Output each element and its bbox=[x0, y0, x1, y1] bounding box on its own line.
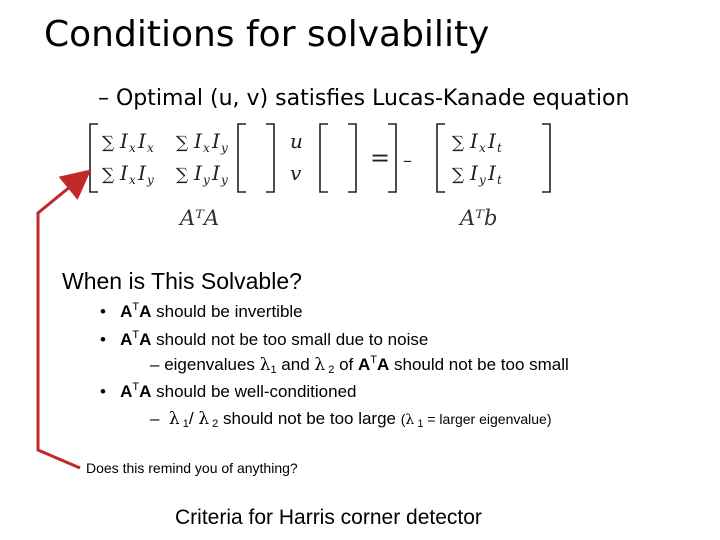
question-note: Does this remind you of anything? bbox=[86, 460, 298, 476]
list-item bbox=[100, 302, 303, 322]
matrix-A: A bbox=[139, 302, 152, 321]
subscript-t: t bbox=[497, 173, 502, 187]
matrix-A: A bbox=[120, 330, 133, 349]
criteria-caption: Criteria for Harris corner detector bbox=[175, 506, 482, 529]
subscript-2: 2 bbox=[209, 418, 219, 430]
matrix-I: I bbox=[194, 161, 202, 185]
vector-v: v bbox=[290, 161, 302, 185]
matrix-A: A bbox=[120, 302, 133, 321]
lambda-symbol: λ bbox=[314, 355, 326, 375]
list-text: should be well-conditioned bbox=[151, 382, 357, 401]
transpose-T: T bbox=[132, 301, 140, 313]
sum-symbol: ∑ bbox=[102, 165, 115, 185]
vector-u: u bbox=[290, 129, 303, 153]
list-subitem bbox=[150, 409, 552, 430]
matrix-I: I bbox=[194, 129, 202, 153]
minus-sign: – bbox=[403, 150, 412, 171]
transpose-T: T bbox=[132, 329, 140, 341]
subscript-y: y bbox=[147, 173, 154, 187]
matrix-I: I bbox=[212, 161, 220, 185]
red-arrow bbox=[28, 165, 98, 475]
matrix-I: I bbox=[488, 129, 496, 153]
list-item bbox=[100, 382, 357, 402]
slide-title: Conditions for solvability bbox=[44, 14, 490, 55]
list-text: should not be too large bbox=[218, 409, 401, 428]
list-text: should not be too small due to noise bbox=[151, 330, 429, 349]
subscript-1: 1 bbox=[179, 418, 189, 430]
ata-label: AᵀA bbox=[180, 206, 220, 230]
subscript-y: y bbox=[203, 173, 210, 187]
dash-icon: – bbox=[150, 409, 160, 428]
lambda-symbol: λ bbox=[259, 355, 271, 375]
transpose-T: T bbox=[370, 354, 377, 366]
subscript-x: x bbox=[129, 173, 136, 187]
list-text: should not be too small bbox=[389, 355, 569, 374]
lambda-symbol: λ bbox=[198, 409, 210, 429]
subscript-x: x bbox=[203, 141, 210, 155]
matrix-A: A bbox=[139, 382, 152, 401]
transpose-T: T bbox=[132, 381, 140, 393]
subscript-y: y bbox=[221, 173, 228, 187]
bullet-icon: • bbox=[100, 330, 106, 349]
matrix-I: I bbox=[120, 161, 128, 185]
subscript-y: y bbox=[221, 141, 228, 155]
sum-symbol: ∑ bbox=[452, 165, 465, 185]
list-text: eigenvalues bbox=[159, 355, 260, 374]
matrix-A: A bbox=[120, 382, 133, 401]
matrix-A: A bbox=[376, 355, 390, 374]
sum-symbol: ∑ bbox=[102, 133, 115, 153]
matrix-I: I bbox=[470, 129, 478, 153]
matrix-I: I bbox=[212, 129, 220, 153]
section-heading: When is This Solvable? bbox=[62, 268, 302, 294]
matrix-I: I bbox=[470, 161, 478, 185]
bullet-icon: • bbox=[100, 302, 106, 321]
definition-note: (λ $_1$ = larger eigenvalue) bbox=[400, 411, 552, 430]
atb-label: Aᵀb bbox=[460, 206, 498, 230]
lambda-symbol: λ bbox=[405, 412, 415, 428]
matrix-I: I bbox=[138, 129, 146, 153]
slash: / bbox=[188, 409, 199, 428]
slide-subtitle: – Optimal (u, v) satisfies Lucas-Kanade equation bbox=[98, 86, 630, 111]
dash-icon: – bbox=[150, 355, 160, 374]
list-text: and bbox=[276, 355, 315, 374]
subscript-1: 1 bbox=[270, 364, 277, 376]
sum-symbol: ∑ bbox=[176, 165, 189, 185]
list-text: should be invertible bbox=[151, 302, 303, 321]
matrix-I: I bbox=[488, 161, 496, 185]
subscript-t: t bbox=[497, 141, 502, 155]
matrix-A: A bbox=[139, 330, 152, 349]
equals-sign: = bbox=[370, 144, 391, 172]
sum-symbol: ∑ bbox=[176, 133, 189, 153]
list-subitem bbox=[150, 355, 569, 376]
matrix-A: A bbox=[357, 355, 371, 374]
list-item bbox=[100, 330, 428, 350]
list-text: of bbox=[334, 355, 358, 374]
lucas-kanade-equation bbox=[80, 118, 560, 202]
subscript-1: 1 bbox=[414, 418, 424, 430]
lambda-symbol: λ bbox=[168, 409, 180, 429]
subscript-x: x bbox=[129, 141, 136, 155]
bullet-icon: • bbox=[100, 382, 106, 401]
subscript-2: 2 bbox=[325, 364, 335, 376]
subscript-y: y bbox=[479, 173, 486, 187]
matrix-I: I bbox=[138, 161, 146, 185]
subscript-x: x bbox=[479, 141, 486, 155]
sum-symbol: ∑ bbox=[452, 133, 465, 153]
subscript-x: x bbox=[147, 141, 154, 155]
matrix-I: I bbox=[120, 129, 128, 153]
